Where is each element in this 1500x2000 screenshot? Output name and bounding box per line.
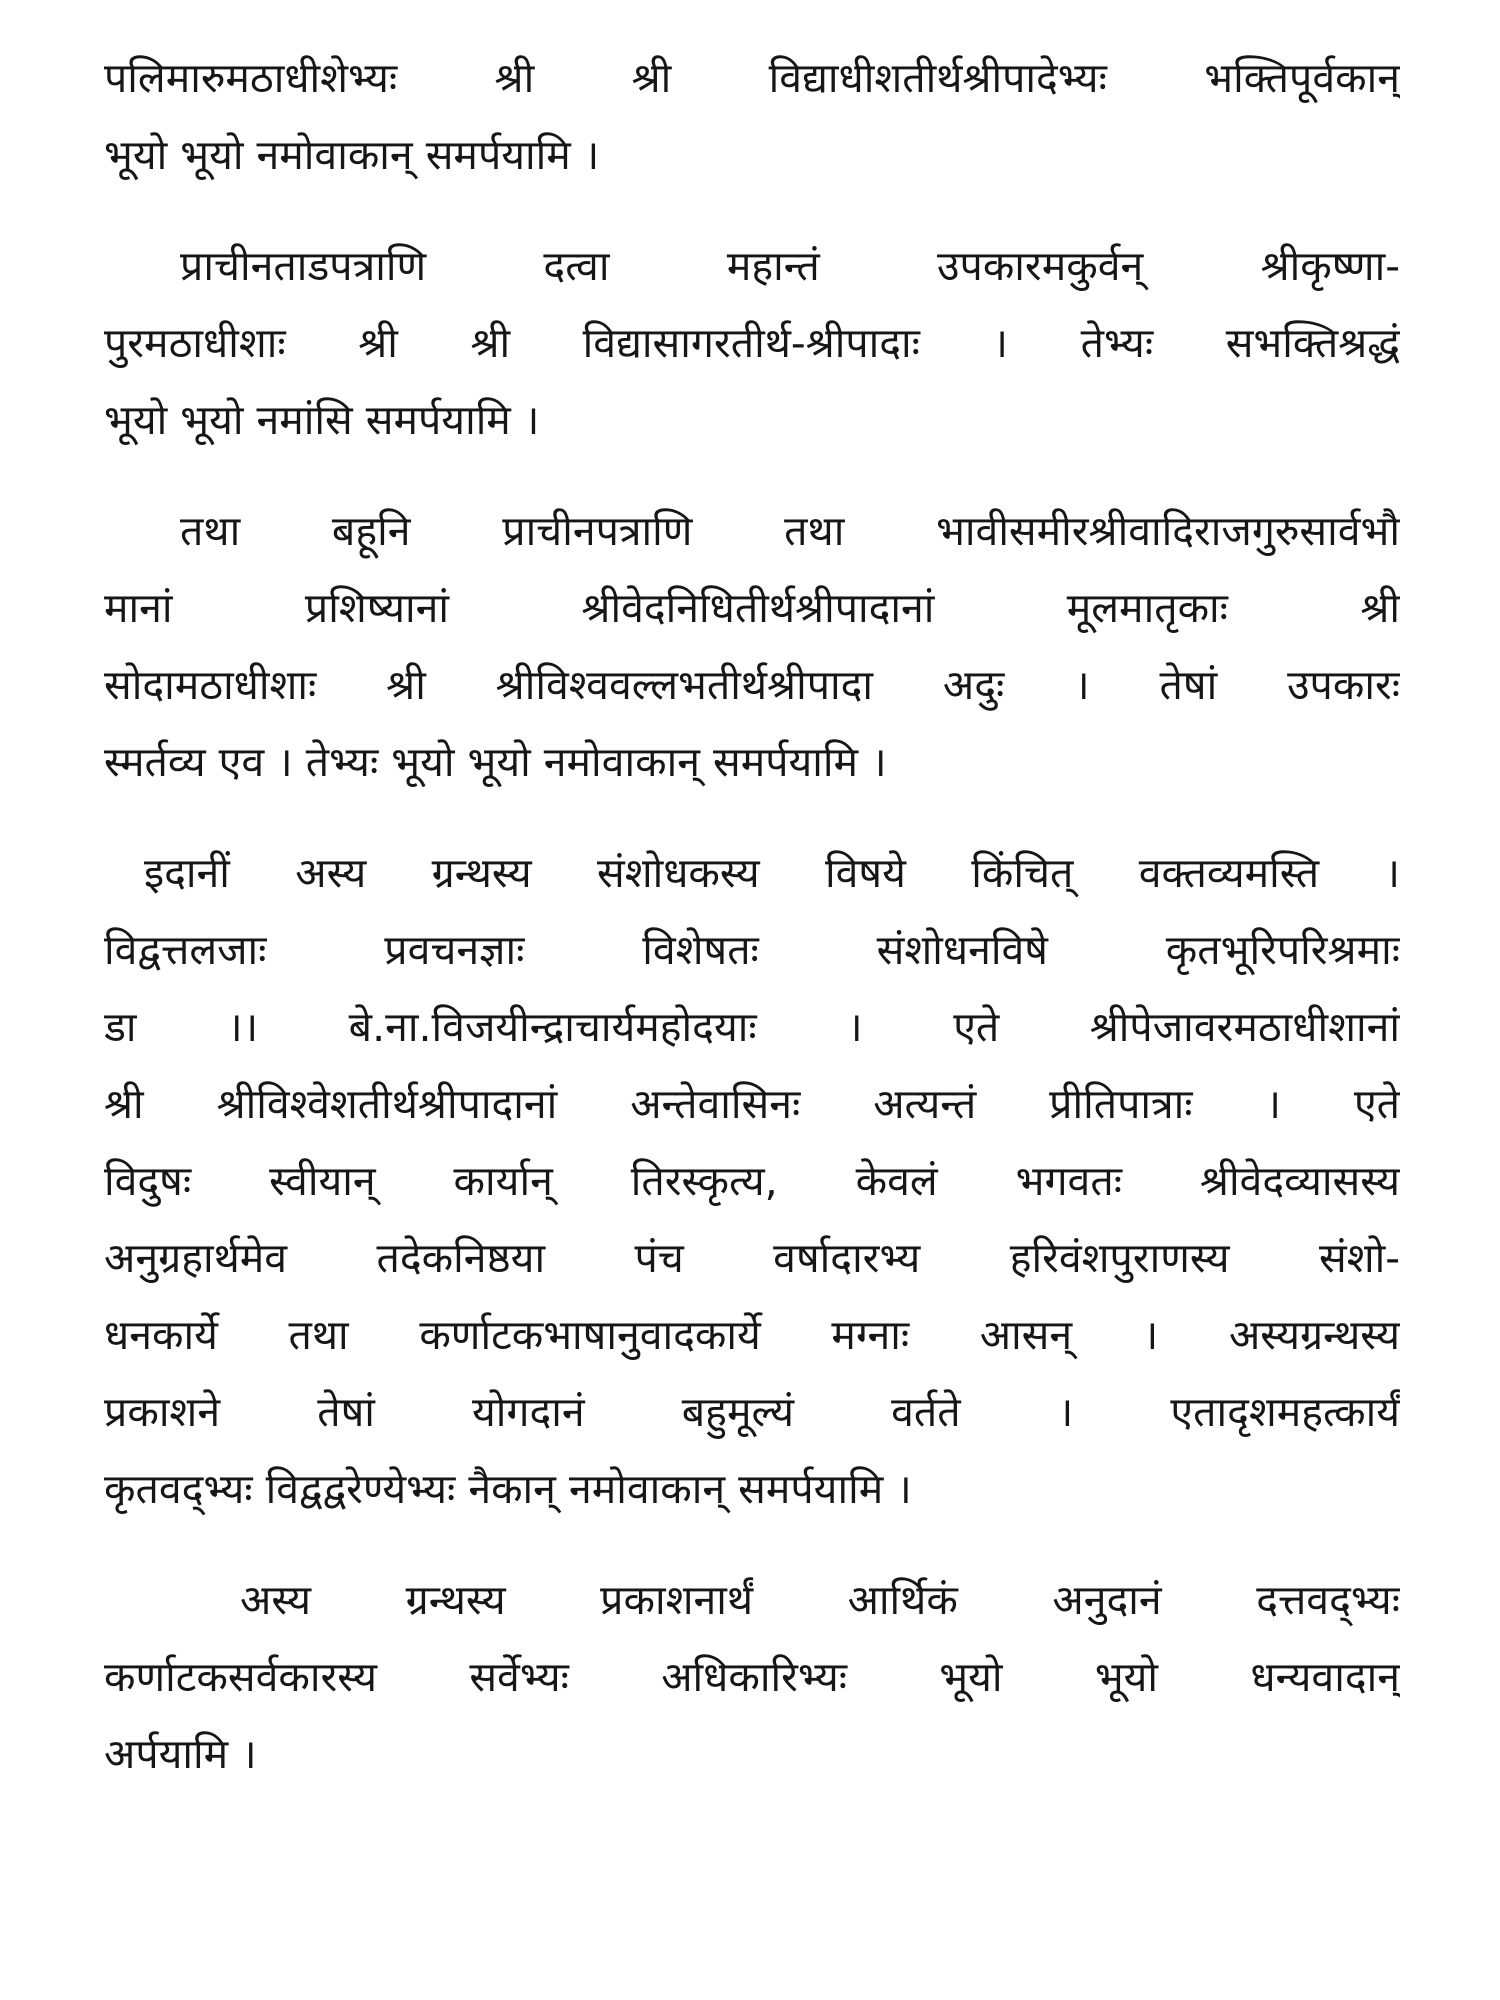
paragraph-line: धनकार्ये तथा कर्णाटकभाषानुवादकार्ये मग्नाः आसन् । अस्यग्रन्थस्य xyxy=(104,1311,1400,1359)
paragraph-line: अस्य ग्रन्थस्य प्रकाशनार्थं आर्थिकं अनुदानं दत्तवद्भ्यः xyxy=(240,1576,1400,1624)
paragraph-line: विद्वत्तलजाः प्रवचनज्ञाः विशेषतः संशोधनविषे कृतभूरिपरिश्रमाः xyxy=(104,926,1400,974)
paragraph-line: पलिमारुमठाधीशेभ्यः श्री श्री विद्याधीशतीर्थश्रीपादेभ्यः भक्तिपूर्वकान् xyxy=(104,54,1400,102)
paragraph-line: भूयो भूयो नमांसि समर्पयामि । xyxy=(104,396,540,444)
paragraph-line: पुरमठाधीशाः श्री श्री विद्यासागरतीर्थ-श्रीपादाः । तेभ्यः सभक्तिश्रद्धं xyxy=(104,319,1400,367)
paragraph-line: डा ।। बे.ना.विजयीन्द्राचार्यमहोदयाः । एते श्रीपेजावरमठाधीशानां xyxy=(104,1003,1400,1051)
paragraph-line: श्री श्रीविश्वेशतीर्थश्रीपादानां अन्तेवासिनः अत्यन्तं प्रीतिपात्राः । एते xyxy=(104,1080,1400,1128)
paragraph-2 xyxy=(104,228,1400,459)
paragraph-line: अर्पयामि । xyxy=(104,1730,257,1778)
paragraph-line: मानां प्रशिष्यानां श्रीवेदनिधितीर्थश्रीपादानां मूलमातृकाः श्री xyxy=(104,584,1400,632)
paragraph-line: प्राचीनताडपत्राणि दत्वा महान्तं उपकारमकुर्वन् श्रीकृष्णा- xyxy=(180,242,1400,290)
paragraph-line: इदानीं अस्य ग्रन्थस्य संशोधकस्य विषये किंचित् वक्तव्यमस्ति । xyxy=(144,849,1400,897)
paragraph-line: कृतवद्भ्यः विद्वद्वरेण्येभ्यः नैकान् नमोवाकान् समर्पयामि । xyxy=(104,1465,912,1513)
paragraph-line: कर्णाटकसर्वकारस्य सर्वेभ्यः अधिकारिभ्यः भूयो भूयो धन्यवादान् xyxy=(104,1653,1400,1701)
paragraph-4 xyxy=(104,835,1400,1528)
paragraph-line: अनुग्रहार्थमेव तदेकनिष्ठया पंच वर्षादारभ्य हरिवंशपुराणस्य संशो- xyxy=(104,1234,1400,1282)
paragraph-line: भूयो भूयो नमोवाकान् समर्पयामि । xyxy=(104,131,600,179)
paragraph-3 xyxy=(104,493,1400,801)
document-body xyxy=(104,40,1400,1793)
paragraph-1 xyxy=(104,40,1400,194)
paragraph-line: विदुषः स्वीयान् कार्यान् तिरस्कृत्य, केवलं भगवतः श्रीवेदव्यासस्य xyxy=(104,1157,1400,1205)
paragraph-line: तथा बहूनि प्राचीनपत्राणि तथा भावीसमीरश्रीवादिराजगुरुसार्वभौ xyxy=(180,507,1400,555)
paragraph-5 xyxy=(104,1562,1400,1793)
paragraph-line: सोदामठाधीशाः श्री श्रीविश्ववल्लभतीर्थश्रीपादा अदुः । तेषां उपकारः xyxy=(104,661,1400,709)
paragraph-line: स्मर्तव्य एव । तेभ्यः भूयो भूयो नमोवाकान् समर्पयामि । xyxy=(104,738,887,786)
paragraph-line: प्रकाशने तेषां योगदानं बहुमूल्यं वर्तते । एतादृशमहत्कार्यं xyxy=(104,1388,1400,1436)
